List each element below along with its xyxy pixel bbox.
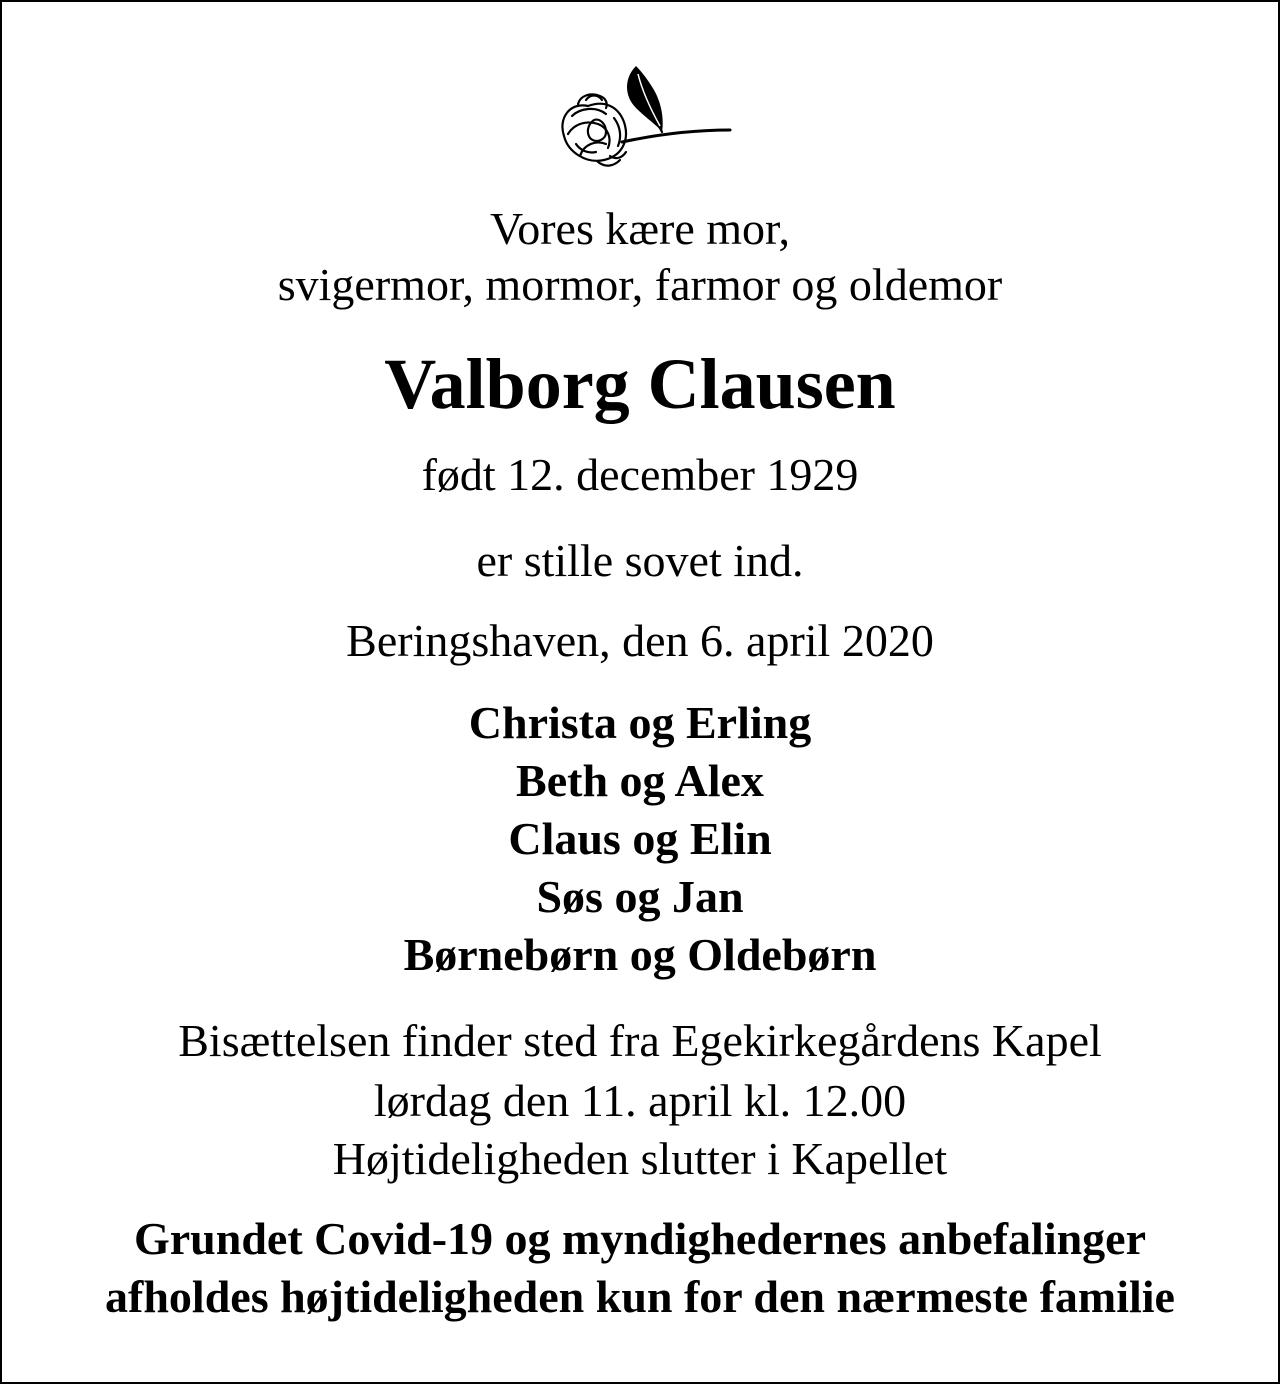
birth-date: født 12. december 1929 [421, 449, 859, 500]
family-member: Beth og Alex [516, 755, 764, 806]
family-member: Søs og Jan [536, 871, 744, 922]
intro-line-1: Vores kære mor, [489, 203, 791, 254]
passing-message: er stille sovet ind. [476, 535, 804, 586]
intro-line-2: svigermor, mormor, farmor og oldemor [277, 259, 1003, 310]
rose-icon [550, 60, 734, 176]
place-and-date: Beringshaven, den 6. april 2020 [346, 615, 934, 666]
deceased-name: Valborg Clausen [384, 344, 896, 424]
covid-note-line-1: Grundet Covid-19 og myndighedernes anbefalinger [133, 1213, 1147, 1264]
funeral-line-2: lørdag den 11. april kl. 12.00 [373, 1075, 907, 1126]
covid-note-line-2: afholdes højtideligheden kun for den nærmeste familie [105, 1271, 1175, 1322]
family-member: Christa og Erling [468, 697, 812, 748]
family-member: Børnebørn og Oldebørn [403, 929, 877, 980]
funeral-line-3: Højtideligheden slutter i Kapellet [332, 1133, 948, 1184]
funeral-line-1: Bisættelsen finder sted fra Egekirkegårdens Kapel [178, 1015, 1102, 1066]
family-member: Claus og Elin [508, 813, 772, 864]
